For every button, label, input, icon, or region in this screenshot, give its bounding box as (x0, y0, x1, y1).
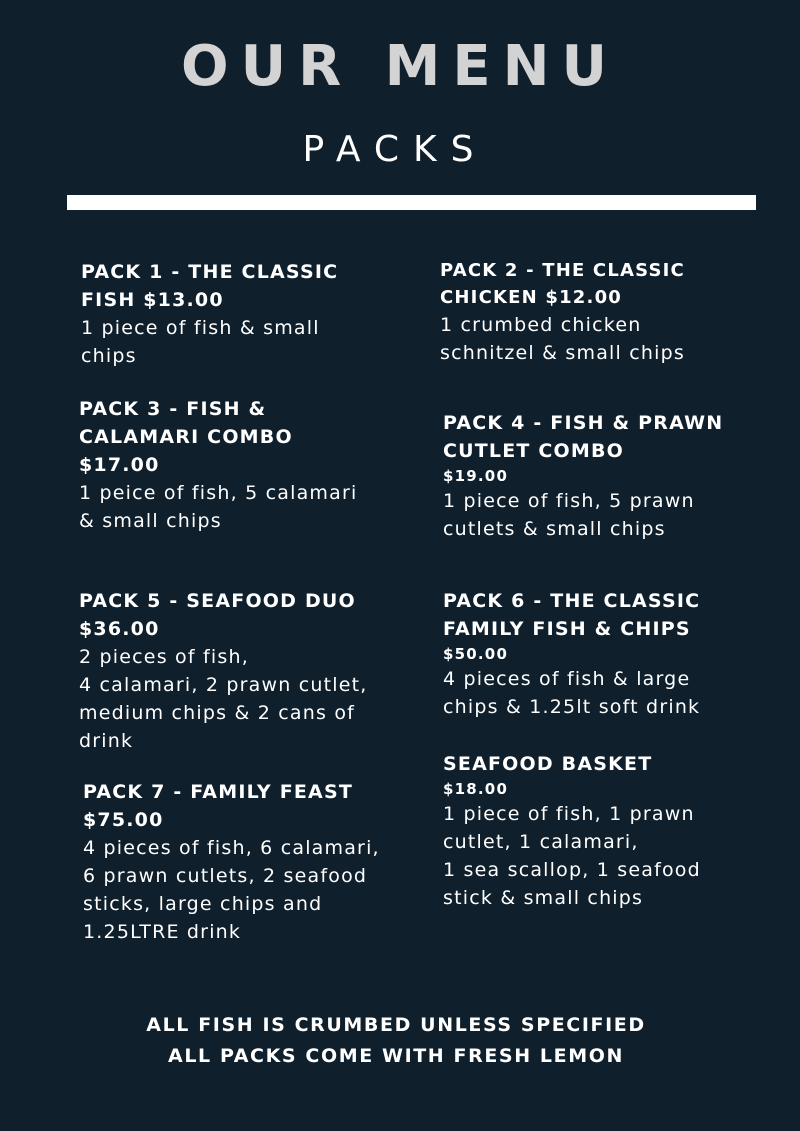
menu-title: OUR MENU (180, 34, 619, 99)
menu-item-name: PACK 7 - FAMILY FEAST (83, 781, 354, 803)
menu-item-price: $17.00 (79, 454, 160, 476)
menu-item-name: PACK 1 - THE CLASSIC FISH $13.00 (81, 261, 339, 311)
menu-item-description: 1 crumbed chicken schnitzel & small chips (440, 314, 685, 364)
menu-item-pack-4 (443, 409, 723, 543)
menu-item-description: 2 pieces of fish, 4 calamari, 2 prawn cutlet, medium chips & 2 cans of drink (79, 646, 368, 752)
menu-item-name: PACK 3 - FISH & CALAMARI COMBO (79, 398, 293, 448)
menu-item-description: 1 peice of fish, 5 calamari & small chips (79, 482, 358, 532)
menu-item-price: $75.00 (83, 809, 164, 831)
menu-item-description: 1 piece of fish, 5 prawn cutlets & small chips (443, 490, 695, 540)
menu-item-price: $19.00 (443, 467, 509, 485)
menu-item-price: $18.00 (443, 780, 509, 798)
menu-item-description: 1 piece of fish, 1 prawn cutlet, 1 calamari, 1 sea scallop, 1 seafood stick & small chips (443, 803, 701, 909)
menu-item-name: PACK 2 - THE CLASSIC CHICKEN $12.00 (440, 260, 685, 308)
menu-subtitle: PACKS (302, 129, 488, 170)
menu-item-pack-6 (443, 587, 700, 721)
menu-item-pack-5 (79, 587, 368, 755)
menu-item-seafood-basket (443, 750, 701, 912)
menu-item-pack-1 (81, 258, 338, 370)
menu-item-price: $36.00 (79, 618, 160, 640)
footer-note-lemon: ALL PACKS COME WITH FRESH LEMON (168, 1045, 624, 1067)
divider-bar (67, 195, 756, 210)
menu-item-price: $50.00 (443, 645, 509, 663)
menu-item-pack-7 (83, 778, 380, 946)
menu-item-name: PACK 4 - FISH & PRAWN CUTLET COMBO (443, 412, 724, 462)
menu-item-pack-2 (440, 257, 685, 367)
menu-item-name: PACK 6 - THE CLASSIC FAMILY FISH & CHIPS (443, 590, 701, 640)
menu-item-pack-3 (79, 395, 357, 535)
footer-note-crumbed: ALL FISH IS CRUMBED UNLESS SPECIFIED (146, 1014, 646, 1036)
menu-item-name: PACK 5 - SEAFOOD DUO (79, 590, 356, 612)
menu-item-description: 4 pieces of fish, 6 calamari, 6 prawn cutlets, 2 seafood sticks, large chips and 1.25LTRE drink (83, 837, 380, 943)
menu-item-description: 4 pieces of fish & large chips & 1.25lt soft drink (443, 668, 701, 718)
menu-item-name: SEAFOOD BASKET (443, 753, 653, 775)
menu-item-description: 1 piece of fish & small chips (81, 317, 320, 367)
